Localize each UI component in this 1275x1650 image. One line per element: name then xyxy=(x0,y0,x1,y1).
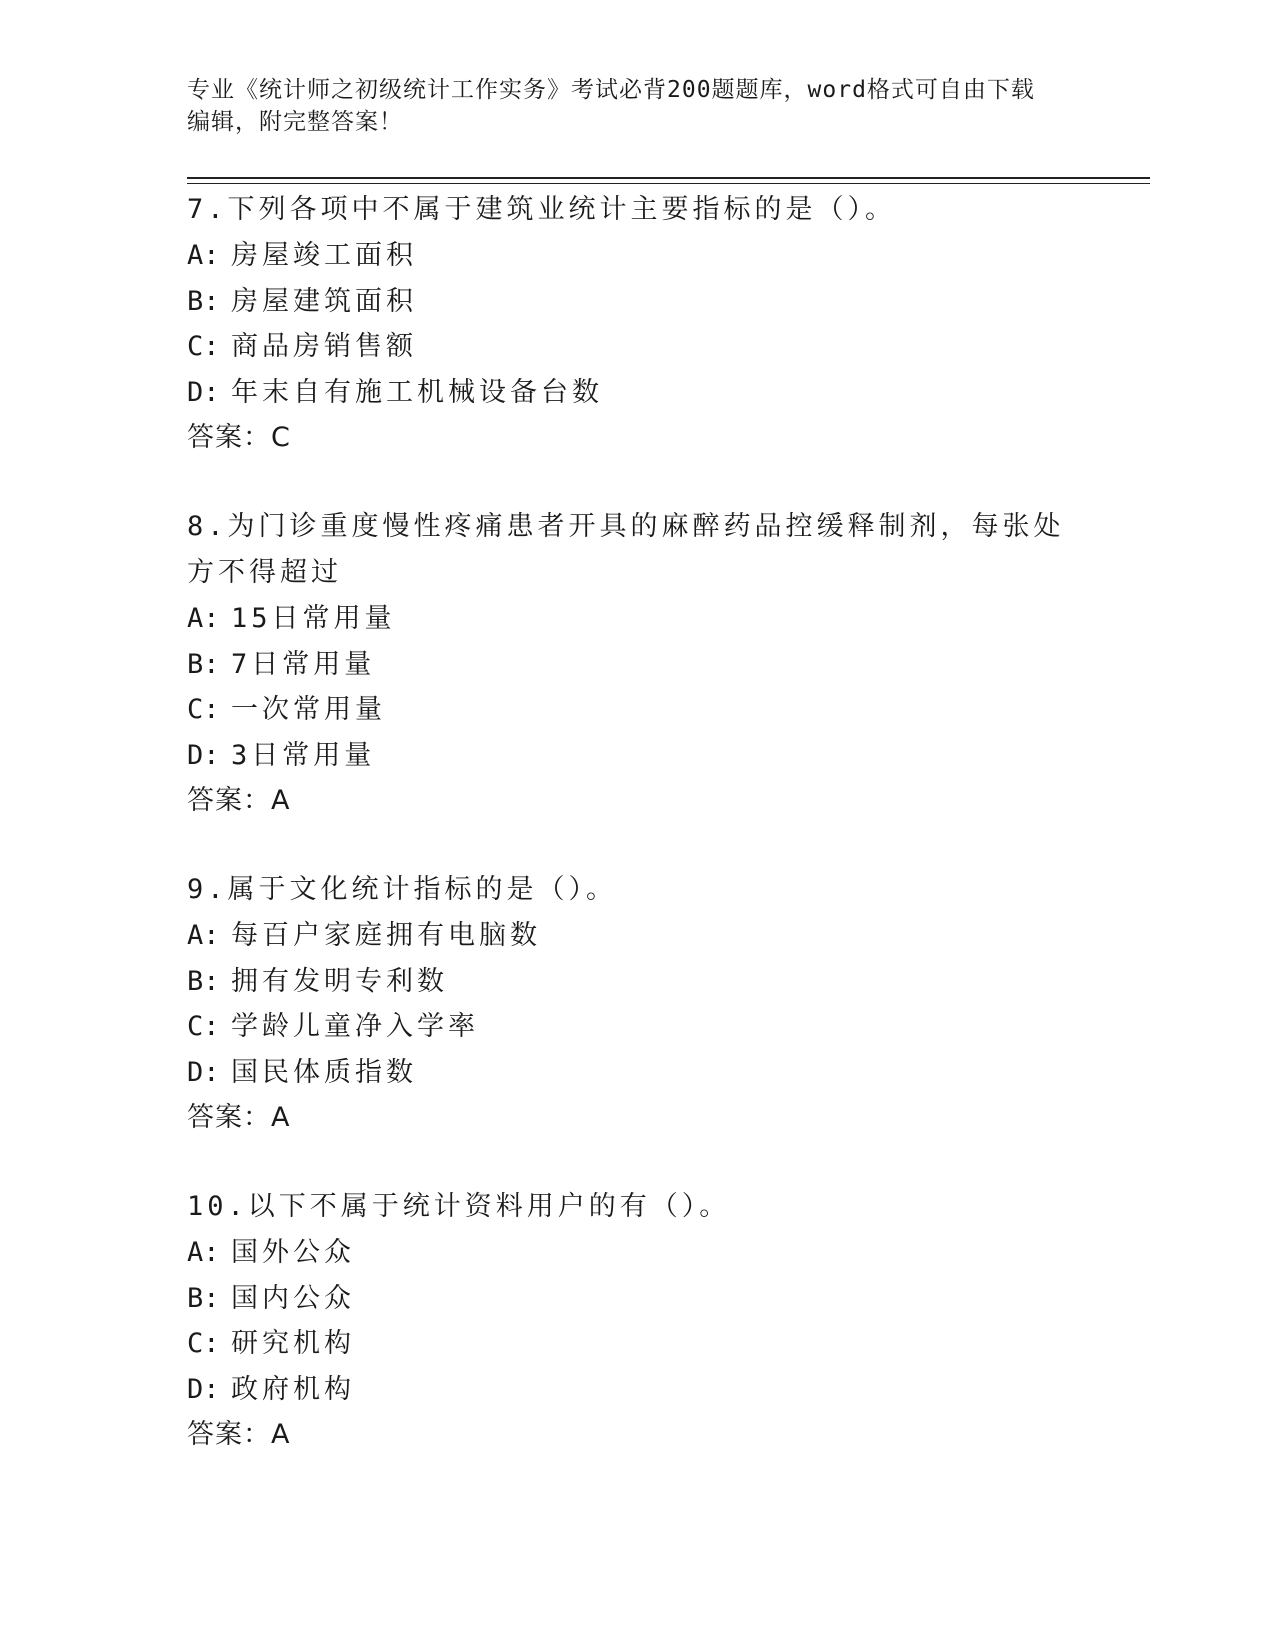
option-text: 国内公众 xyxy=(231,1282,355,1314)
option-text: 拥有发明专利数 xyxy=(231,965,448,997)
option-key: D: xyxy=(187,739,220,771)
option-key: B: xyxy=(187,965,220,997)
option-text: 房屋建筑面积 xyxy=(231,285,417,317)
option-key: C: xyxy=(187,1328,220,1359)
question-stem: 9.属于文化统计指标的是（）。 xyxy=(187,874,618,905)
question-8 xyxy=(187,504,1087,824)
option-text: 商品房销售额 xyxy=(231,331,417,362)
option-text: 国外公众 xyxy=(231,1237,355,1268)
option-c xyxy=(187,324,1087,370)
option-b xyxy=(187,1276,1087,1322)
question-list xyxy=(187,187,1087,1501)
option-text: 房屋竣工面积 xyxy=(231,240,417,271)
option-text: 学龄儿童净入学率 xyxy=(231,1011,479,1042)
question-stem: 10.以下不属于统计资料用户的有（）。 xyxy=(187,1191,731,1222)
document-header xyxy=(187,74,1087,138)
option-key: D: xyxy=(187,1373,220,1405)
option-key: B: xyxy=(187,1282,220,1314)
option-c xyxy=(187,1321,1087,1367)
option-text: 研究机构 xyxy=(231,1328,355,1359)
option-key: A: xyxy=(187,603,220,634)
option-text: 每百户家庭拥有电脑数 xyxy=(231,920,541,951)
option-d xyxy=(187,370,1087,416)
option-key: A: xyxy=(187,240,220,271)
option-b xyxy=(187,279,1087,325)
option-text: 年末自有施工机械设备台数 xyxy=(231,376,603,408)
option-a xyxy=(187,596,1087,642)
answer: 答案：A xyxy=(187,1419,291,1450)
header-line-1: 专业《统计师之初级统计工作实务》考试必背200题题库，word格式可自由下载 xyxy=(187,77,1035,103)
answer: 答案：C xyxy=(187,422,291,453)
option-key: B: xyxy=(187,285,220,317)
answer: 答案：A xyxy=(187,785,291,816)
question-9 xyxy=(187,867,1087,1141)
option-b xyxy=(187,959,1087,1005)
option-text: 政府机构 xyxy=(231,1373,355,1405)
question-stem: 8.为门诊重度慢性疼痛患者开具的麻醉药品控缓释制剂，每张处方不得超过 xyxy=(187,511,1065,588)
question-stem: 7.下列各项中不属于建筑业统计主要指标的是（）。 xyxy=(187,194,897,225)
option-key: C: xyxy=(187,331,220,362)
option-a xyxy=(187,913,1087,959)
option-key: B: xyxy=(187,648,220,680)
question-7 xyxy=(187,187,1087,461)
option-c xyxy=(187,1004,1087,1050)
header-divider-thick xyxy=(187,177,1150,179)
header-divider-thin xyxy=(187,183,1150,184)
option-text: 15日常用量 xyxy=(231,603,396,634)
option-a xyxy=(187,1230,1087,1276)
option-text: 国民体质指数 xyxy=(231,1056,417,1088)
option-d xyxy=(187,1050,1087,1096)
option-key: C: xyxy=(187,694,220,725)
option-key: A: xyxy=(187,920,220,951)
question-10 xyxy=(187,1184,1087,1458)
option-text: 一次常用量 xyxy=(231,694,386,725)
answer: 答案：A xyxy=(187,1102,291,1133)
option-c xyxy=(187,687,1087,733)
option-text: 3日常用量 xyxy=(231,739,376,771)
option-a xyxy=(187,233,1087,279)
option-d xyxy=(187,733,1087,779)
option-b xyxy=(187,642,1087,688)
option-text: 7日常用量 xyxy=(231,648,376,680)
option-key: D: xyxy=(187,1056,220,1088)
header-line-2: 编辑，附完整答案！ xyxy=(187,109,403,135)
option-key: A: xyxy=(187,1237,220,1268)
option-d xyxy=(187,1367,1087,1413)
option-key: C: xyxy=(187,1011,220,1042)
option-key: D: xyxy=(187,376,220,408)
